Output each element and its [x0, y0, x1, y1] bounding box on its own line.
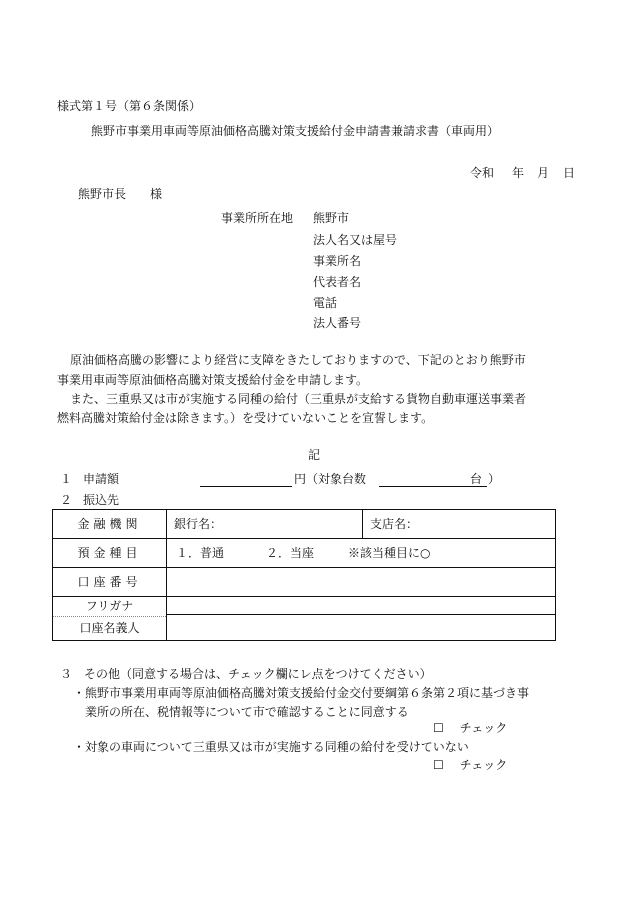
item2-text: ・対象の車両について三重県又は市が実施する同種の給付を受けていない — [73, 740, 469, 754]
phone-label: 電話 — [313, 296, 338, 310]
account-type-label: 預金種目 — [53, 539, 167, 568]
addressee: 熊野市長 様 — [78, 187, 163, 201]
branch-label: 支店名： — [370, 516, 419, 531]
body-p1-line1: 原油価格高騰の影響により経営に支障をきたしておりますので、下記のとおり熊野市 — [70, 353, 526, 367]
amount-field[interactable] — [200, 486, 292, 487]
section2-number: ２ — [60, 493, 73, 507]
item1-line1: ・熊野市事業用車両等原油価格高騰対策支援給付金交付要綱第６条第２項に基づき事 — [73, 686, 530, 700]
body-p2-line1: また、三重県又は市が実施する同種の給付（三重県が支給する貨物自動車運送事業者 — [70, 392, 527, 406]
option-ordinary[interactable]: １．普通 — [176, 545, 225, 560]
yen-text: 円（対象台数 — [294, 472, 367, 486]
section3-heading: ３ その他（同意する場合は、チェック欄にレ点をつけてください） — [60, 667, 432, 681]
holder-cell[interactable] — [167, 615, 556, 641]
option-note: ※該当種目に○ — [348, 545, 431, 560]
section1-label: 申請額 — [83, 472, 120, 486]
item1-line2: 業所の所在、税情報等について市で確認することに同意する — [85, 705, 409, 719]
holder-label: 口座名義人 — [79, 621, 140, 635]
checkbox-icon[interactable]: ☐ — [433, 721, 444, 735]
unit-text: 台 — [470, 472, 483, 486]
corp-number-label: 法人番号 — [313, 316, 362, 330]
account-type-options — [167, 539, 556, 568]
row-account-number — [53, 568, 556, 597]
branch-cell[interactable] — [363, 510, 556, 539]
holder-label-cell — [53, 597, 167, 641]
representative-label: 代表者名 — [313, 275, 362, 289]
row-institution — [53, 510, 556, 539]
date-month: 月 — [537, 166, 550, 180]
body-p1-line2: 事業用車両等原油価格高騰対策支援給付金を申請します。 — [57, 373, 369, 387]
date-day: 日 — [563, 166, 576, 180]
institution-label: 金融機関 — [53, 510, 167, 539]
account-number-label: 口座番号 — [53, 568, 167, 597]
date-year: 年 — [512, 166, 525, 180]
section2-label: 振込先 — [83, 493, 120, 507]
checkbox-icon[interactable]: ☐ — [433, 758, 444, 772]
row-furigana — [53, 597, 556, 615]
row-account-type — [53, 539, 556, 568]
item2-check[interactable] — [433, 758, 507, 772]
check-label: チェック — [459, 758, 508, 772]
item1-check[interactable] — [433, 721, 507, 735]
account-number-cell[interactable] — [167, 568, 556, 597]
check-label: チェック — [459, 721, 508, 735]
bank-name-label: 銀行名： — [174, 516, 223, 531]
corporation-label: 法人名又は屋号 — [313, 233, 398, 247]
office-label: 事業所名 — [313, 254, 362, 268]
section1-number: １ — [60, 472, 73, 486]
bank-table — [52, 509, 556, 641]
location-value: 熊野市 — [313, 211, 350, 225]
option-current[interactable]: ２．当座 — [266, 545, 315, 560]
close-paren: ） — [488, 472, 501, 486]
furigana-label: フリガナ — [53, 597, 166, 617]
bank-name-cell[interactable] — [167, 510, 363, 539]
record-heading: 記 — [308, 448, 321, 462]
body-p2-line2: 燃料高騰対策給付金は除きます。）を受けていないことを宣誓します。 — [57, 411, 434, 425]
form-title: 熊野市事業用車両等原油価格高騰対策支援給付金申請書兼請求書（車両用） — [91, 124, 500, 138]
date-era: 令和 — [470, 166, 495, 180]
furigana-cell[interactable] — [167, 597, 556, 615]
form-number: 様式第１号（第６条関係） — [57, 99, 202, 113]
location-label: 事業所所在地 — [221, 211, 294, 225]
